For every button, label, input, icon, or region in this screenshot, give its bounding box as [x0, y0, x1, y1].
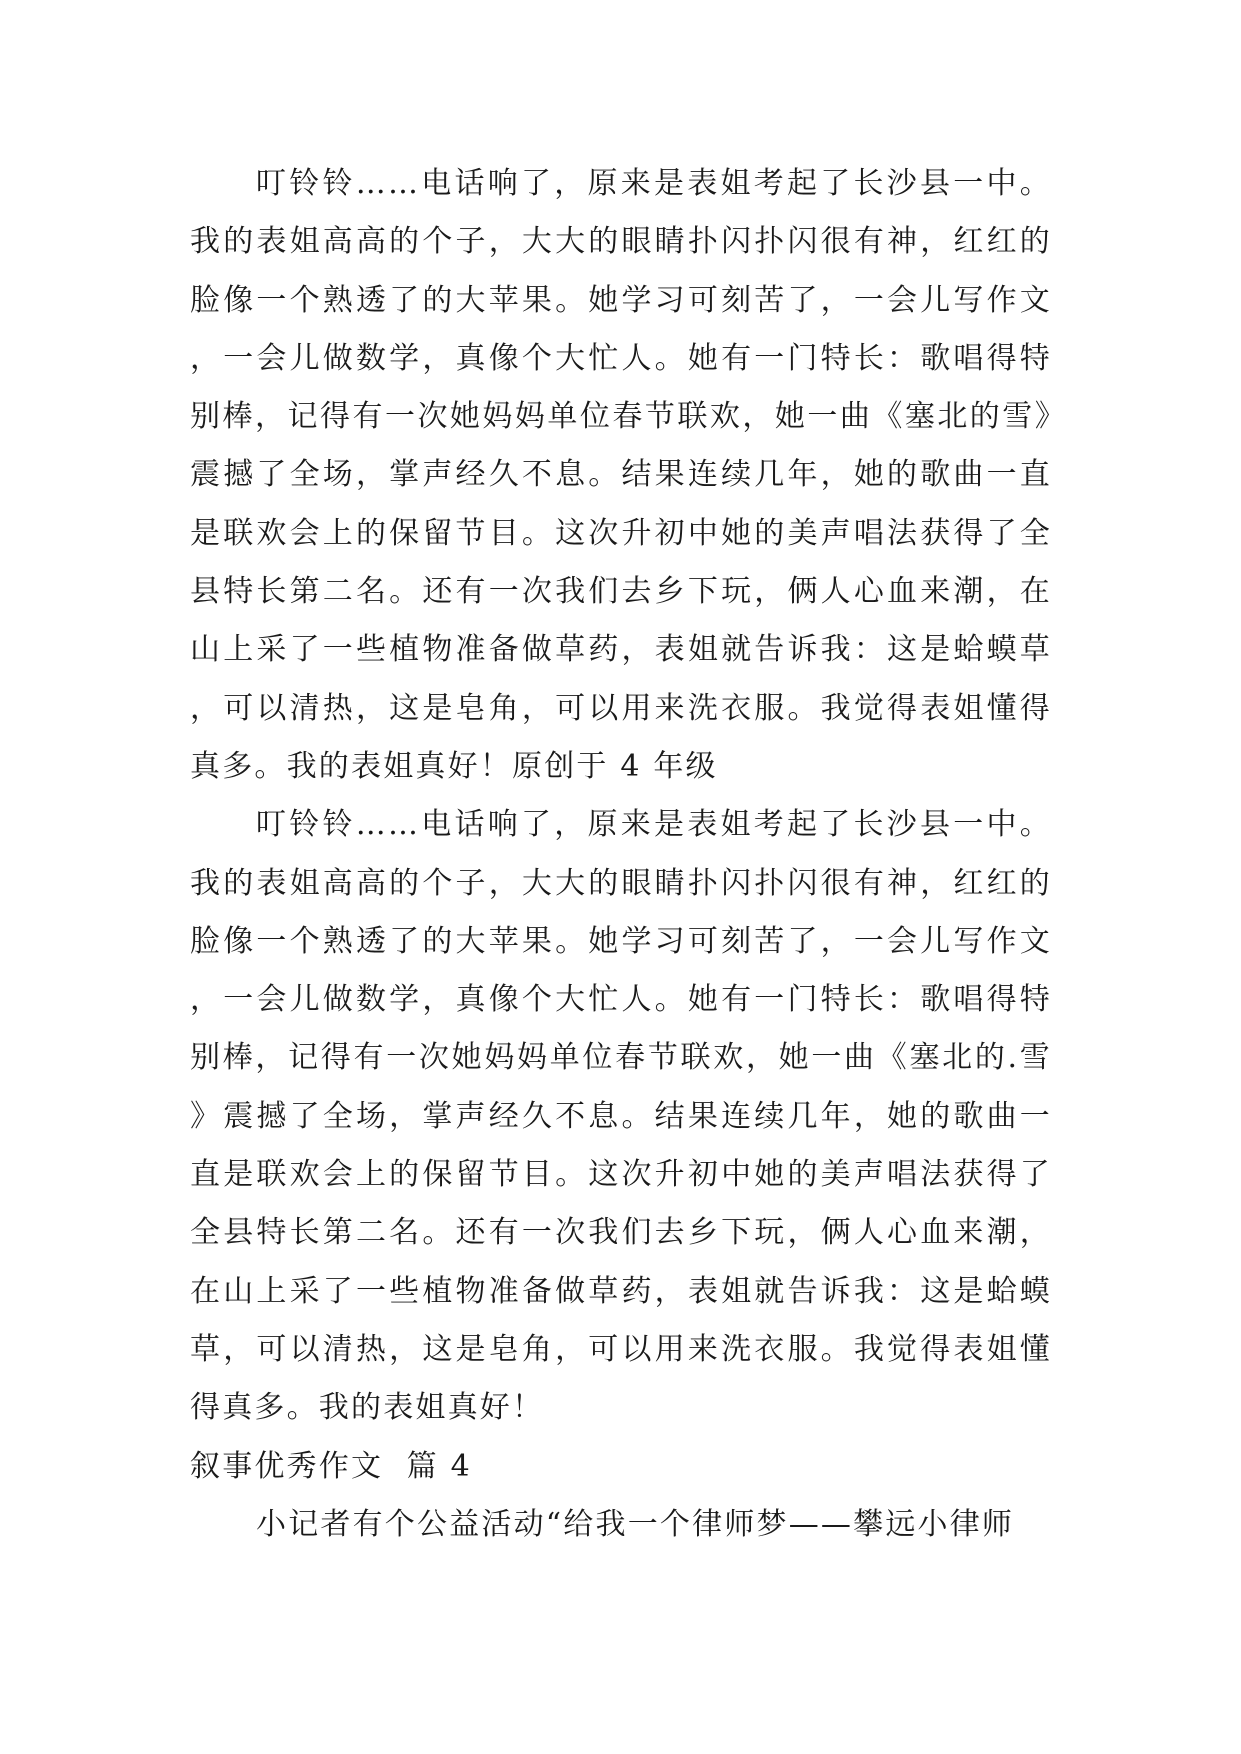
section-heading: 叙事优秀作文 篇 4: [190, 1448, 472, 1484]
paragraph-1: 叮铃铃……电话响了，原来是表姐考起了长沙县一中。我的表姐高高的个子，大大的眼睛扑闪扑闪很有神，红红的脸像一个熟透了的大苹果。她学习可刻苦了，一会儿写作文，一会儿做数学，真像个大忙人。她有一门特长：歌唱得特别棒，记得有一次她妈妈单位春节联欢，她一曲《塞北的雪》震撼了全场，掌声经久不息。结果连续几年，她的歌曲一直是联欢会上的保留节目。这次升初中她的美声唱法获得了全县特长第二名。还有一次我们去乡下玩，俩人心血来潮，在山上采了一些植物准备做草药，表姐就告诉我：这是蛤蟆草，可以清热，这是皂角，可以用来洗衣服。我觉得表姐懂得真多。我的表姐真好！原创于 4 年级: [190, 166, 1052, 784]
paragraph-3: 小记者有个公益活动“给我一个律师梦——攀远小律师: [256, 1506, 1015, 1542]
document-body: [190, 155, 1052, 1554]
paragraph-2: 叮铃铃……电话响了，原来是表姐考起了长沙县一中。我的表姐高高的个子，大大的眼睛扑闪扑闪很有神，红红的脸像一个熟透了的大苹果。她学习可刻苦了，一会儿写作文，一会儿做数学，真像个大忙人。她有一门特长：歌唱得特别棒，记得有一次她妈妈单位春节联欢，她一曲《塞北的.雪》震撼了全场，掌声经久不息。结果连续几年，她的歌曲一直是联欢会上的保留节目。这次升初中她的美声唱法获得了全县特长第二名。还有一次我们去乡下玩，俩人心血来潮，在山上采了一些植物准备做草药，表姐就告诉我：这是蛤蟆草，可以清热，这是皂角，可以用来洗衣服。我觉得表姐懂得真多。我的表姐真好！: [190, 807, 1052, 1426]
